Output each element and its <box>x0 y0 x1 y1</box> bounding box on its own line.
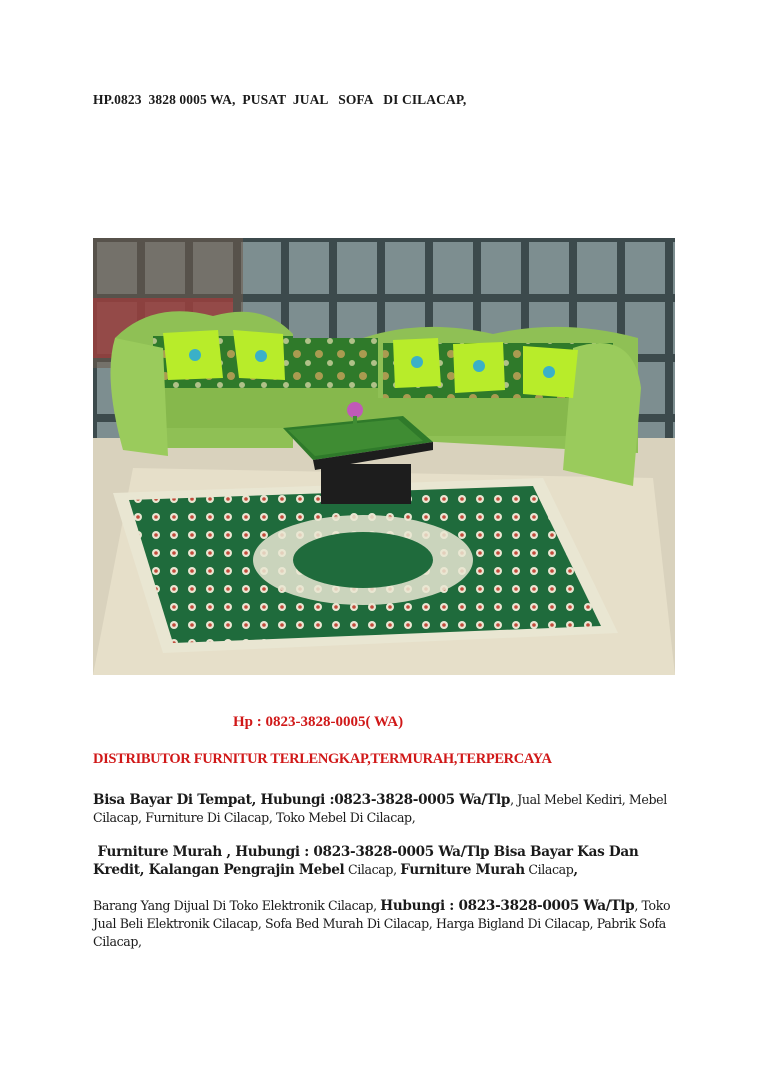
paragraph-1-text: , Jual Mebel Kediri, Mebel Cilacap, Furniture Di Cilacap, Toko Mebel Di Cilacap, <box>93 792 667 825</box>
paragraph-2-bold-3: , <box>573 862 578 878</box>
paragraph-1 <box>93 791 683 827</box>
paragraph-2 <box>93 843 683 879</box>
paragraph-3-text-1: Barang Yang Dijual Di Toko Elektronik Cilacap, <box>93 898 381 913</box>
paragraph-2-text-1: Cilacap, <box>344 862 401 877</box>
paragraph-3-bold: Hubungi : 0823-3828-0005 Wa/Tlp <box>380 898 635 914</box>
paragraph-1-bold: Bisa Bayar Di Tempat, Hubungi :0823-3828-0005 Wa/Tlp <box>93 792 511 808</box>
paragraph-2-bold-2: Furniture Murah <box>400 862 525 878</box>
hp-contact-line: Hp : 0823-3828-0005( WA) <box>233 714 404 730</box>
paragraph-3 <box>93 897 683 951</box>
distributor-heading: DISTRIBUTOR FURNITUR TERLENGKAP,TERMURAH,TERPERCAYA <box>93 751 552 767</box>
paragraph-2-bold-1: Furniture Murah , Hubungi : 0823-3828-0005 Wa/Tlp Bisa Bayar Kas Dan Kredit, Kalangan Pengrajin Mebel <box>93 844 643 878</box>
paragraph-3-text-2: , Toko Jual Beli Elektronik Cilacap, Sofa Bed Murah Di Cilacap, Harga Bigland Di Cilacap, Pabrik Sofa Cilacap, <box>93 898 671 949</box>
page-title: HP.0823 3828 0005 WA, PUSAT JUAL SOFA DI CILACAP, <box>93 92 467 107</box>
paragraph-2-text-2: Cilacap <box>524 862 574 877</box>
sofa-photo <box>93 238 675 675</box>
